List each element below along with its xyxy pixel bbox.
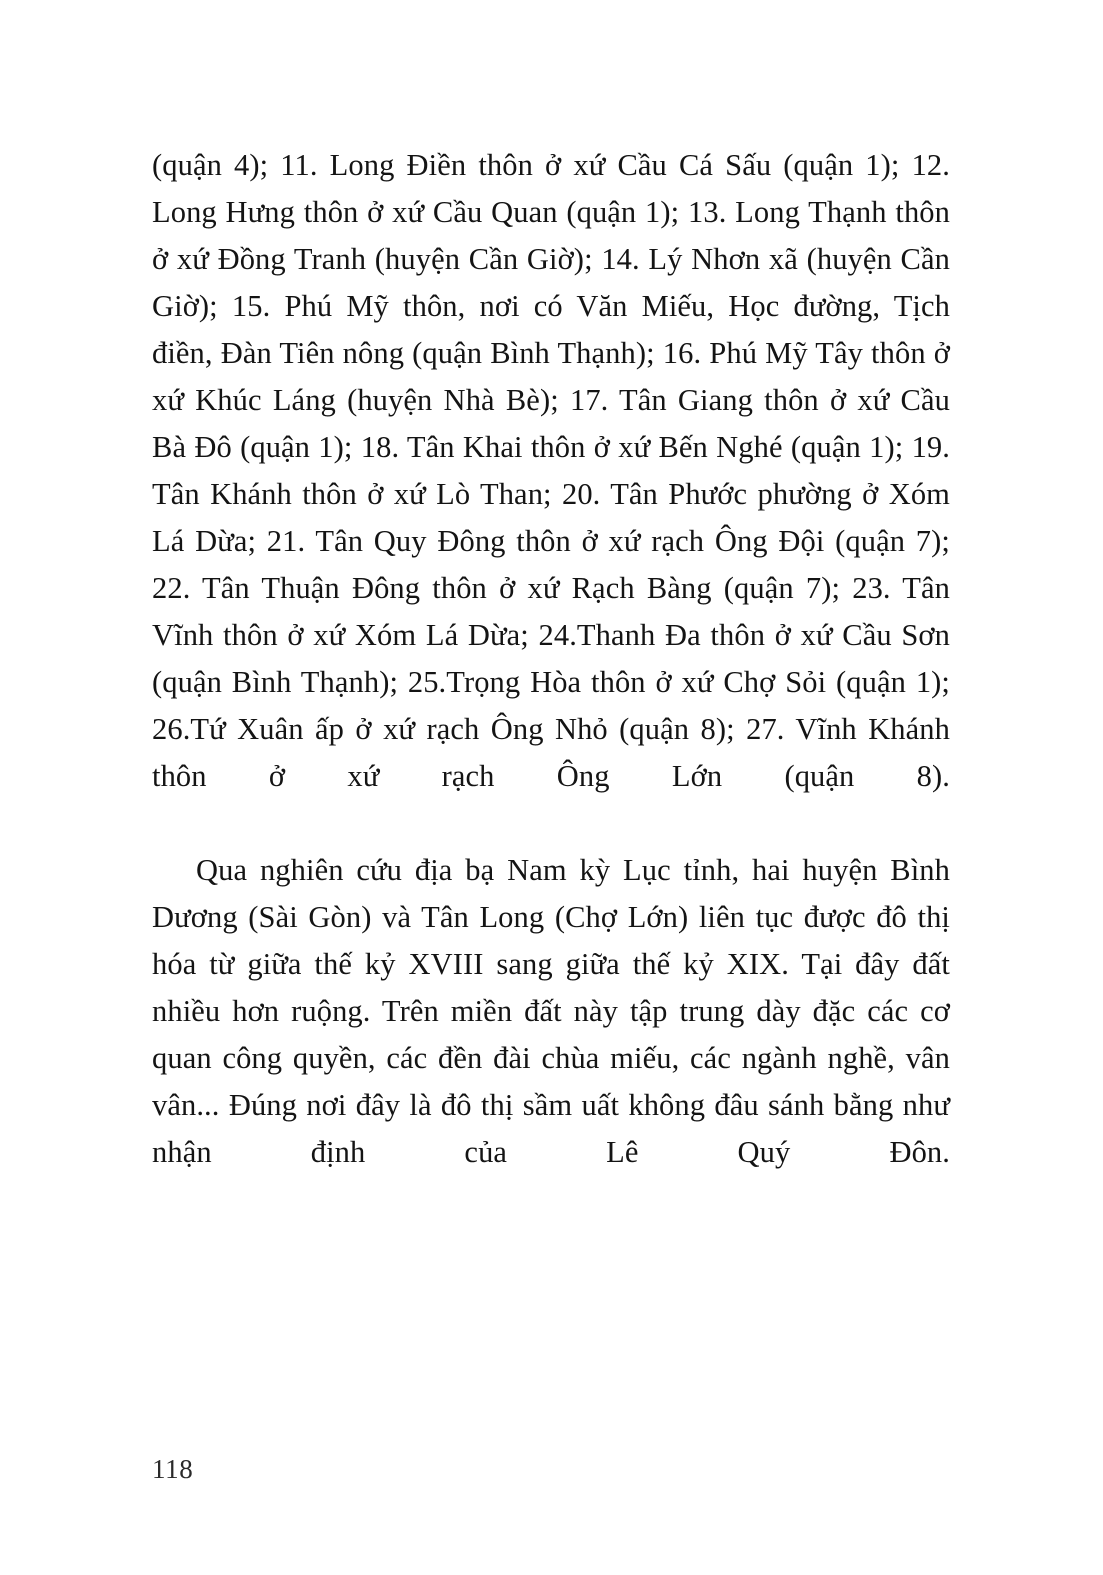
paragraph-village-list-continuation: (quận 4); 11. Long Điền thôn ở xứ Cầu Cá Sấu (quận 1); 12. Long Hưng thôn ở xứ Cầu Quan (quận 1); 13. Long Thạnh thôn ở xứ Đồng Tranh (huyện Cần Giờ); 14. Lý Nhơn xã (huyện Cần Giờ); 15. Phú Mỹ thôn, nơi có Văn Miếu, Học đường, Tịch điền, Đàn Tiên nông (quận Bình Thạnh); 16. Phú Mỹ Tây thôn ở xứ Khúc Láng (huyện Nhà Bè); 17. Tân Giang thôn ở xứ Cầu Bà Đô (quận 1); 18. Tân Khai thôn ở xứ Bến Nghé (quận 1); 19. Tân Khánh thôn ở xứ Lò Than; 20. Tân Phước phường ở Xóm Lá Dừa; 21. Tân Quy Đông thôn ở xứ rạch Ông Đội (quận 7); 22. Tân Thuận Đông thôn ở xứ Rạch Bàng (quận 7); 23. Tân Vĩnh thôn ở xứ Xóm Lá Dừa; 24.Thanh Đa thôn ở xứ Cầu Sơn (quận Bình Thạnh); 25.Trọng Hòa thôn ở xứ Chợ Sỏi (quận 1); 26.Tứ Xuân ấp ở xứ rạch Ông Nhỏ (quận 8); 27. Vĩnh Khánh thôn ở xứ rạch Ông Lớn (quận 8). <box>152 148 950 793</box>
page-text-block <box>152 142 950 1223</box>
page-footer <box>152 1452 950 1486</box>
paragraph-urbanization-discussion: Qua nghiên cứu địa bạ Nam kỳ Lục tỉnh, hai huyện Bình Dương (Sài Gòn) và Tân Long (Chợ Lớn) liên tục được đô thị hóa từ giữa thế kỷ XVIII sang giữa thế kỷ XIX. Tại đây đất nhiều hơn ruộng. Trên miền đất này tập trung dày đặc các cơ quan công quyền, các đền đài chùa miếu, các ngành nghề, vân vân... Đúng nơi đây là đô thị sầm uất không đâu sánh bằng như nhận định của Lê Quý Đôn. <box>152 853 950 1169</box>
page-number: 118 <box>152 1454 194 1484</box>
